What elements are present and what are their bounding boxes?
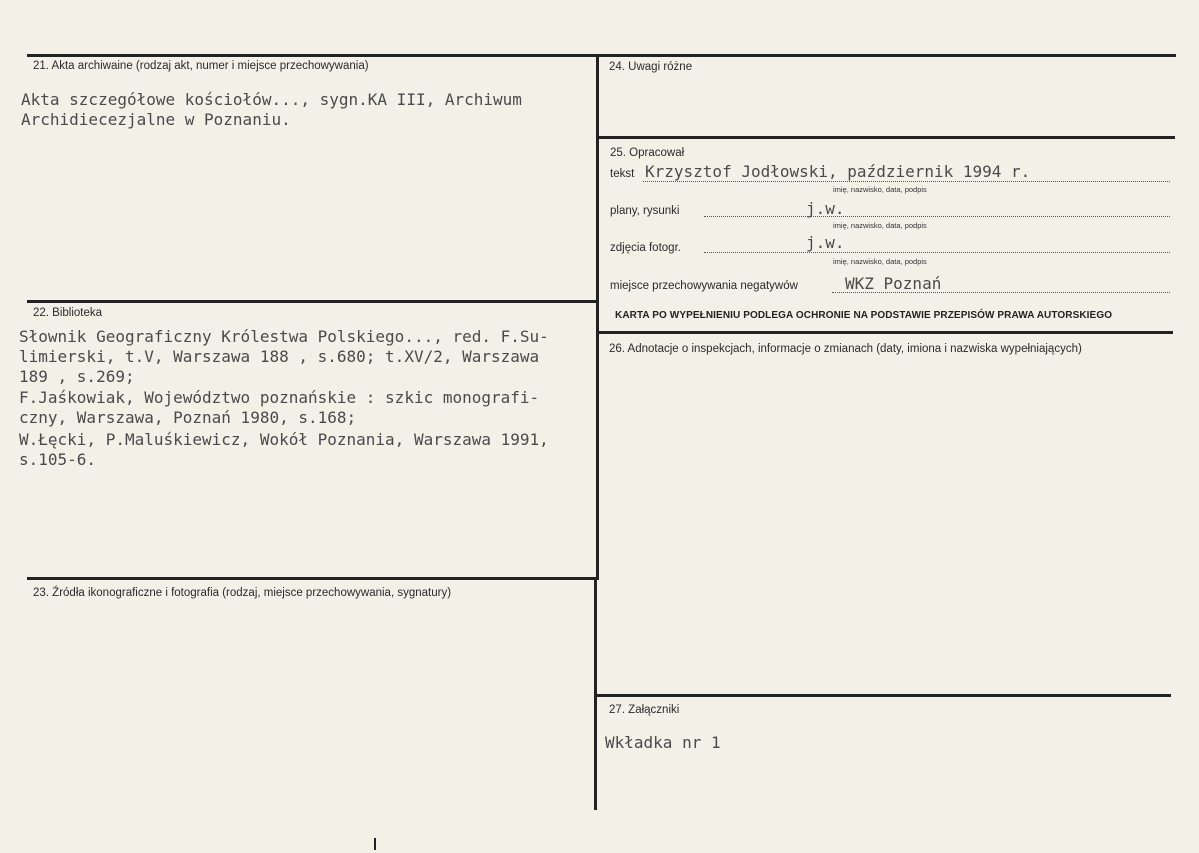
section-22-entry-2: [19, 388, 539, 428]
plany-label: plany, rysunki: [610, 205, 680, 217]
section-21-line: Akta szczegółowe kościołów..., sygn.KA III, Archiwum: [21, 90, 522, 109]
zdjecia-line: [704, 252, 1170, 253]
negatywy-value: WKZ Poznań: [845, 274, 942, 293]
bibliography-line: czny, Warszawa, Poznań 1980, s.168;: [19, 408, 357, 427]
tekst-line: [643, 181, 1170, 182]
bottom-tick-mark: [374, 838, 376, 850]
zdjecia-label: zdjęcia fotogr.: [610, 242, 681, 254]
section-23-label: 23. Źródła ikonograficzne i fotografia (rodzaj, miejsce przechowywania, sygnatury): [33, 587, 452, 599]
copyright-notice: KARTA PO WYPEŁNIENIU PODLEGA OCHRONIE NA PODSTAWIE PRZEPISÓW PRAWA AUTORSKIEGO: [615, 310, 1113, 321]
rule-21-22: [27, 300, 597, 303]
rule-26-27: [595, 694, 1171, 697]
plany-value: j.w.: [806, 199, 845, 218]
rule-22-23: [27, 577, 597, 580]
section-27-label: 27. Załączniki: [609, 704, 680, 716]
zdjecia-hint: imię, nazwisko, data, podpis: [833, 257, 927, 266]
negatywy-line: [832, 292, 1170, 293]
bibliography-line: 189 , s.269;: [19, 367, 135, 386]
top-rule: [27, 54, 1176, 57]
section-21-line: Archidiecezjalne w Poznaniu.: [21, 110, 291, 129]
tekst-hint: imię, nazwisko, data, podpis: [833, 185, 927, 194]
section-22-label: 22. Biblioteka: [33, 307, 103, 319]
section-21-content: [21, 90, 522, 130]
center-divider-upper: [596, 54, 599, 580]
rule-25-26: [597, 331, 1173, 334]
negatywy-label: miejsce przechowywania negatywów: [610, 280, 798, 292]
plany-hint: imię, nazwisko, data, podpis: [833, 221, 927, 230]
zdjecia-value: j.w.: [806, 233, 845, 252]
rule-24-25: [597, 136, 1175, 139]
tekst-value: Krzysztof Jodłowski, październik 1994 r.: [645, 162, 1031, 181]
section-22-entry-3: [19, 430, 549, 470]
section-26-label: 26. Adnotacje o inspekcjach, informacje o zmianach (daty, imiona i nazwiska wypełniających): [609, 343, 1082, 355]
bibliography-line: F.Jaśkowiak, Województwo poznańskie : szkic monografi-: [19, 388, 540, 407]
tekst-label: tekst: [610, 168, 635, 180]
bibliography-line: limierski, t.V, Warszawa 188 , s.680; t.XV/2, Warszawa: [19, 347, 540, 366]
bibliography-line: Słownik Geograficzny Królestwa Polskiego..., red. F.Su-: [19, 327, 549, 346]
section-27-value: Wkładka nr 1: [605, 733, 721, 752]
section-22-entry-1: [19, 327, 549, 387]
plany-line: [704, 216, 1170, 217]
section-25-label: 25. Opracował: [610, 147, 685, 159]
section-24-label: 24. Uwagi różne: [609, 61, 693, 73]
bibliography-line: s.105-6.: [19, 450, 97, 469]
bibliography-line: W.Łęcki, P.Maluśkiewicz, Wokół Poznania, Warszawa 1991,: [19, 430, 549, 449]
section-21-label: 21. Akta archiwaine (rodzaj akt, numer i miejsce przechowywania): [33, 60, 369, 72]
